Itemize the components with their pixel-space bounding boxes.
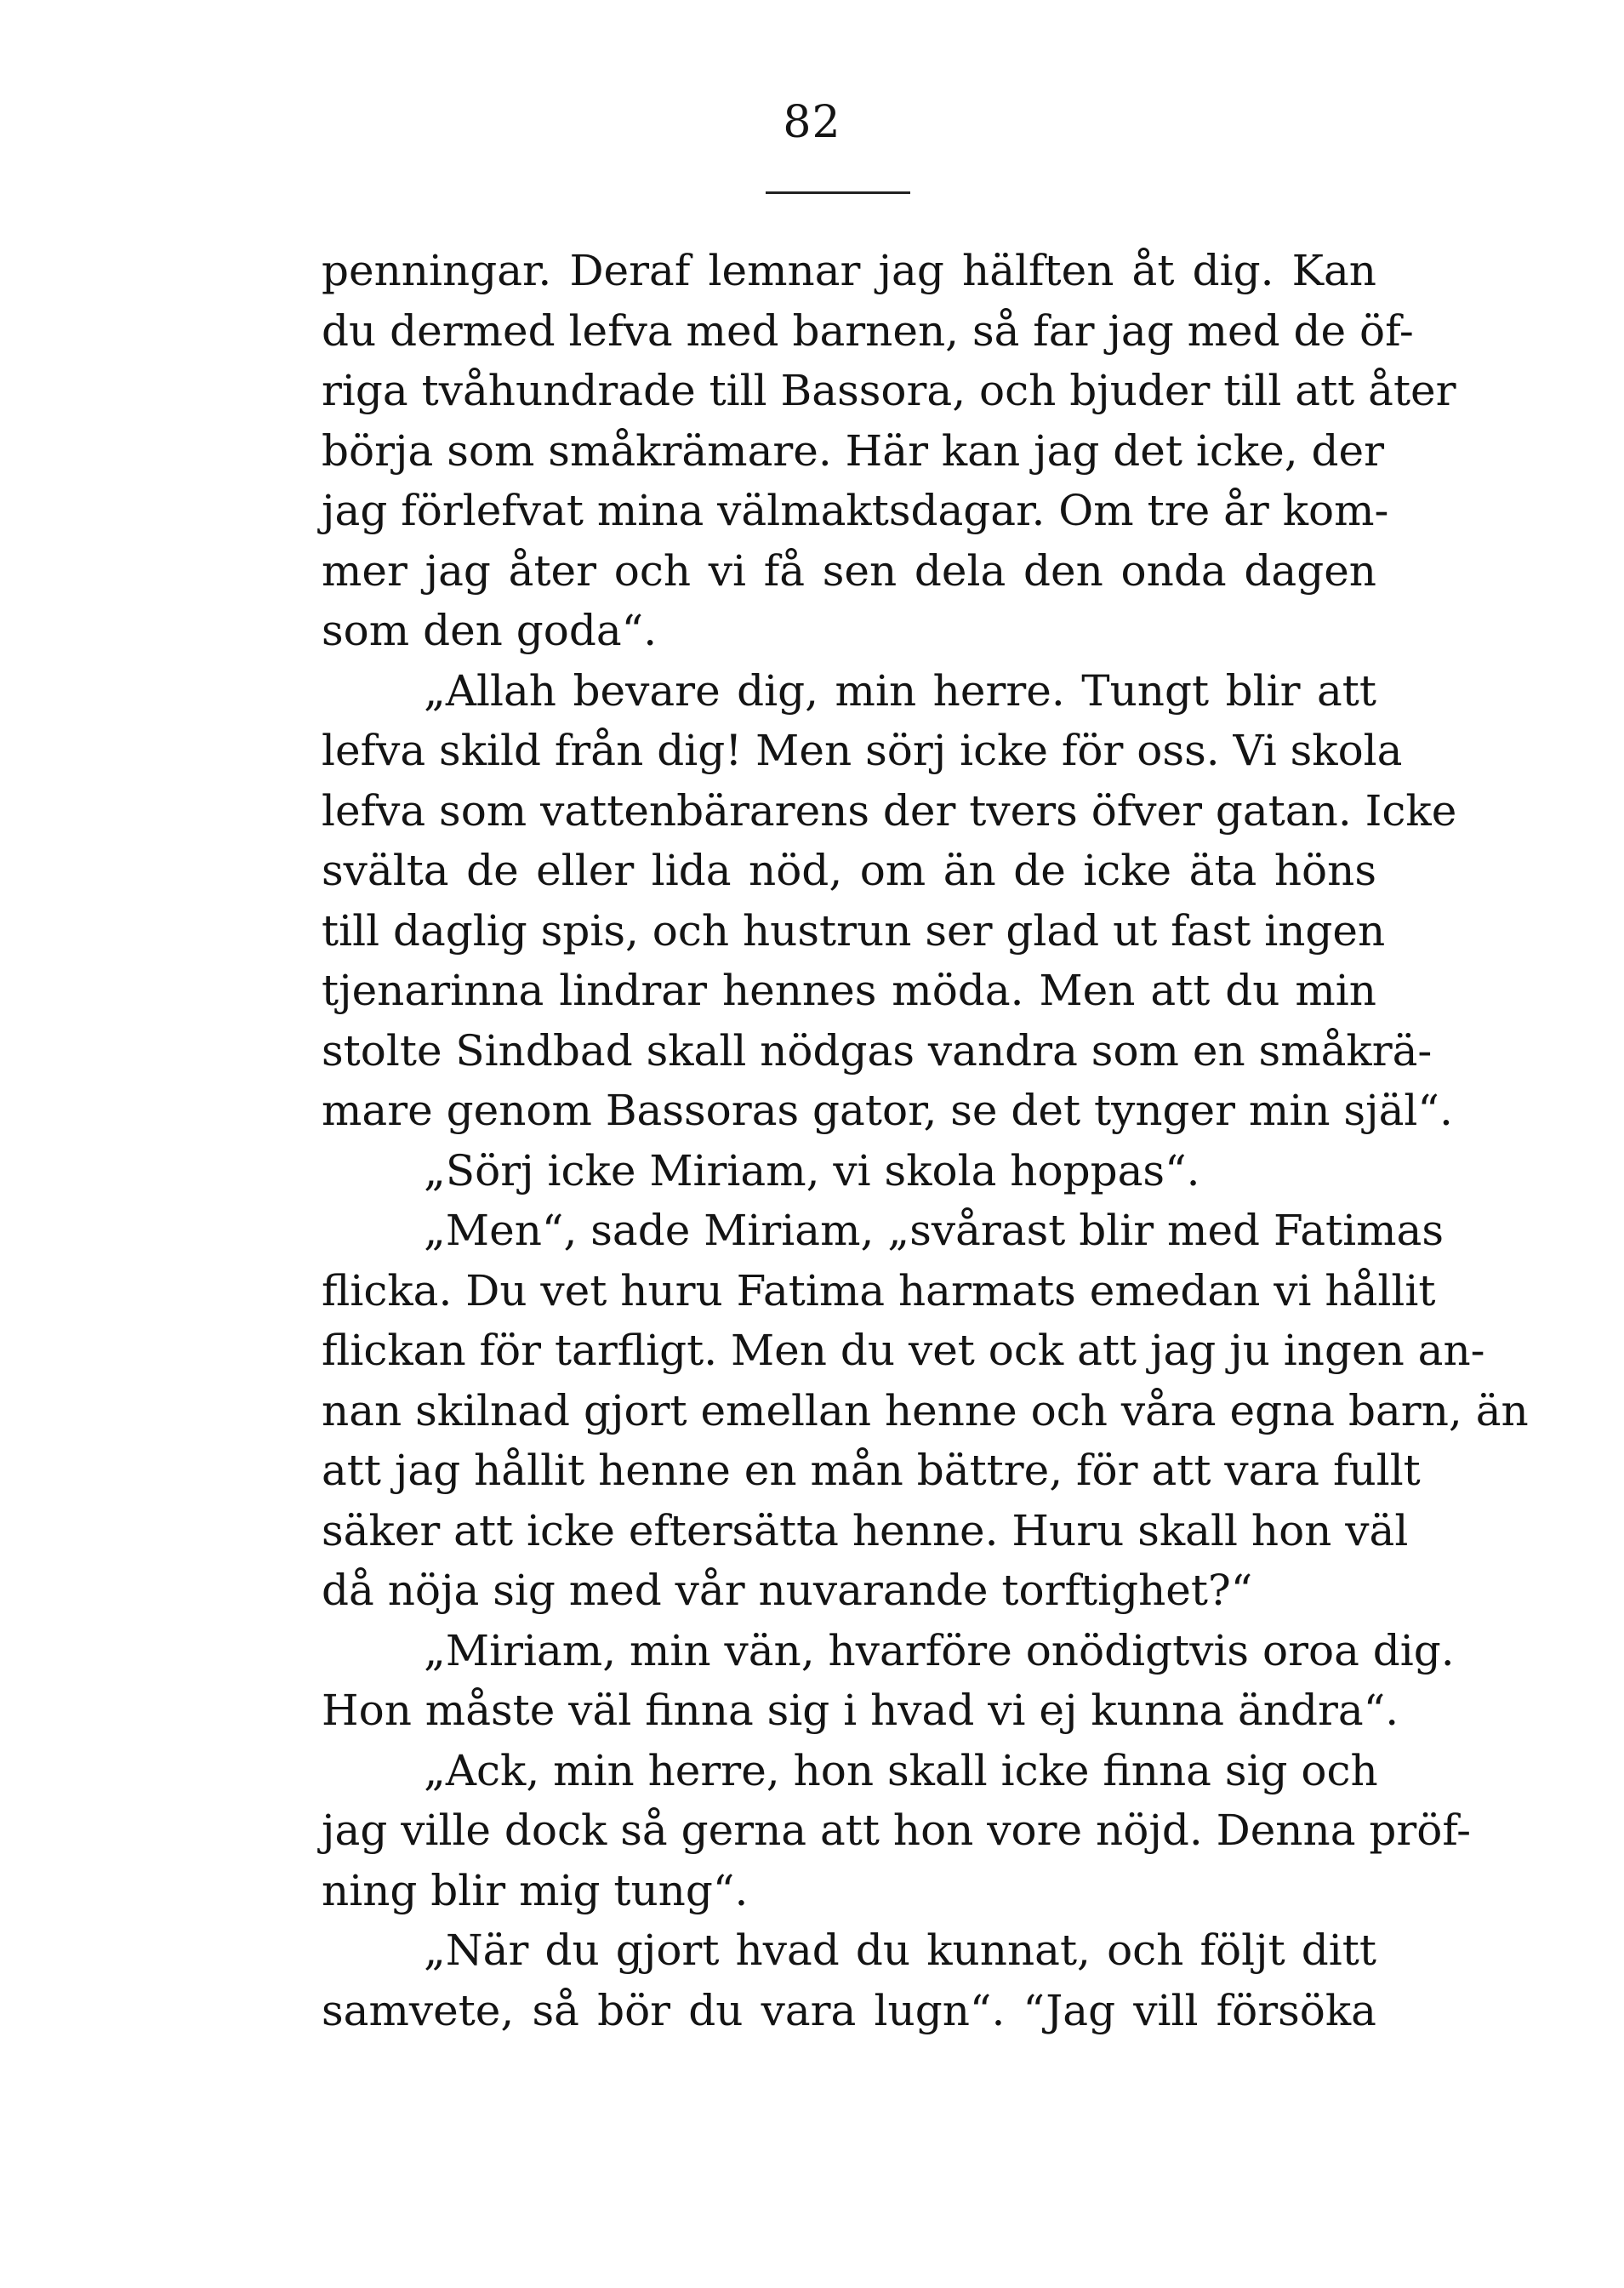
text-line: säker att icke eftersätta henne. Huru skall hon väl [322, 1505, 1409, 1555]
text-line: „Ack, min herre, hon skall icke finna sig och [424, 1745, 1378, 1795]
text-line: jag ville dock så gerna att hon vore nöjd. Denna pröf- [322, 1806, 1472, 1855]
text-line: jag förlefvat mina välmaktsdagar. Om tre år kom- [322, 486, 1389, 535]
body-text [322, 241, 1529, 2040]
page-number: 82 [783, 97, 841, 148]
header-rule [766, 191, 910, 194]
text-line: då nöja sig med vår nuvarande torftighet?“ [322, 1566, 1253, 1615]
text-line: till daglig spis, och hustrun ser glad ut fast ingen [322, 905, 1386, 956]
text-line: riga tvåhundrade till Bassora, och bjuder till att åter [322, 366, 1456, 415]
text-line: nan skilnad gjort emellan henne och våra egna barn, än [322, 1385, 1529, 1435]
text-line: ning blir mig tung“. [322, 1865, 749, 1915]
text-line: samvete, så bör du vara lugn“. “Jag vill försöka [322, 1985, 1376, 2035]
text-line: penningar. Deraf lemnar jag hälften åt dig. Kan [322, 246, 1376, 295]
text-line: du dermed lefva med barnen, så far jag med de öf- [322, 305, 1414, 356]
text-line: „Men“, sade Miriam, „svårast blir med Fatimas [424, 1206, 1445, 1255]
text-line: som den goda“. [322, 606, 658, 655]
text-line: lefva skild från dig! Men sörj icke för oss. Vi skola [322, 726, 1403, 775]
text-line: svälta de eller lida nöd, om än de icke äta höns [322, 846, 1376, 895]
text-line: flicka. Du vet huru Fatima harmats emedan vi hållit [322, 1265, 1436, 1315]
text-line: att jag hållit henne en mån bättre, för att vara fullt [322, 1446, 1421, 1495]
text-line: flickan för tarfligt. Men du vet ock att jag ju ingen an- [322, 1326, 1485, 1375]
text-line: „Allah bevare dig, min herre. Tungt blir att [424, 665, 1376, 716]
text-line: mare genom Bassoras gator, se det tynger min själ“. [322, 1086, 1453, 1135]
text-line: „När du gjort hvad du kunnat, och följt ditt [424, 1926, 1376, 1975]
text-line: mer jag åter och vi få sen dela den onda dagen [322, 545, 1376, 596]
text-line: stolte Sindbad skall nödgas vandra som en småkrä- [322, 1025, 1433, 1076]
text-line: „Sörj icke Miriam, vi skola hoppas“. [424, 1145, 1200, 1195]
text-line: börja som småkrämare. Här kan jag det icke, der [322, 425, 1385, 476]
text-line: lefva som vattenbärarens der tvers öfver gatan. Icke [322, 785, 1457, 836]
text-line: tjenarinna lindrar hennes möda. Men att du min [322, 966, 1376, 1015]
text-line: „Miriam, min vän, hvarföre onödigtvis oroa dig. [424, 1625, 1455, 1675]
text-line: Hon måste väl finna sig i hvad vi ej kunna ändra“. [322, 1686, 1399, 1735]
